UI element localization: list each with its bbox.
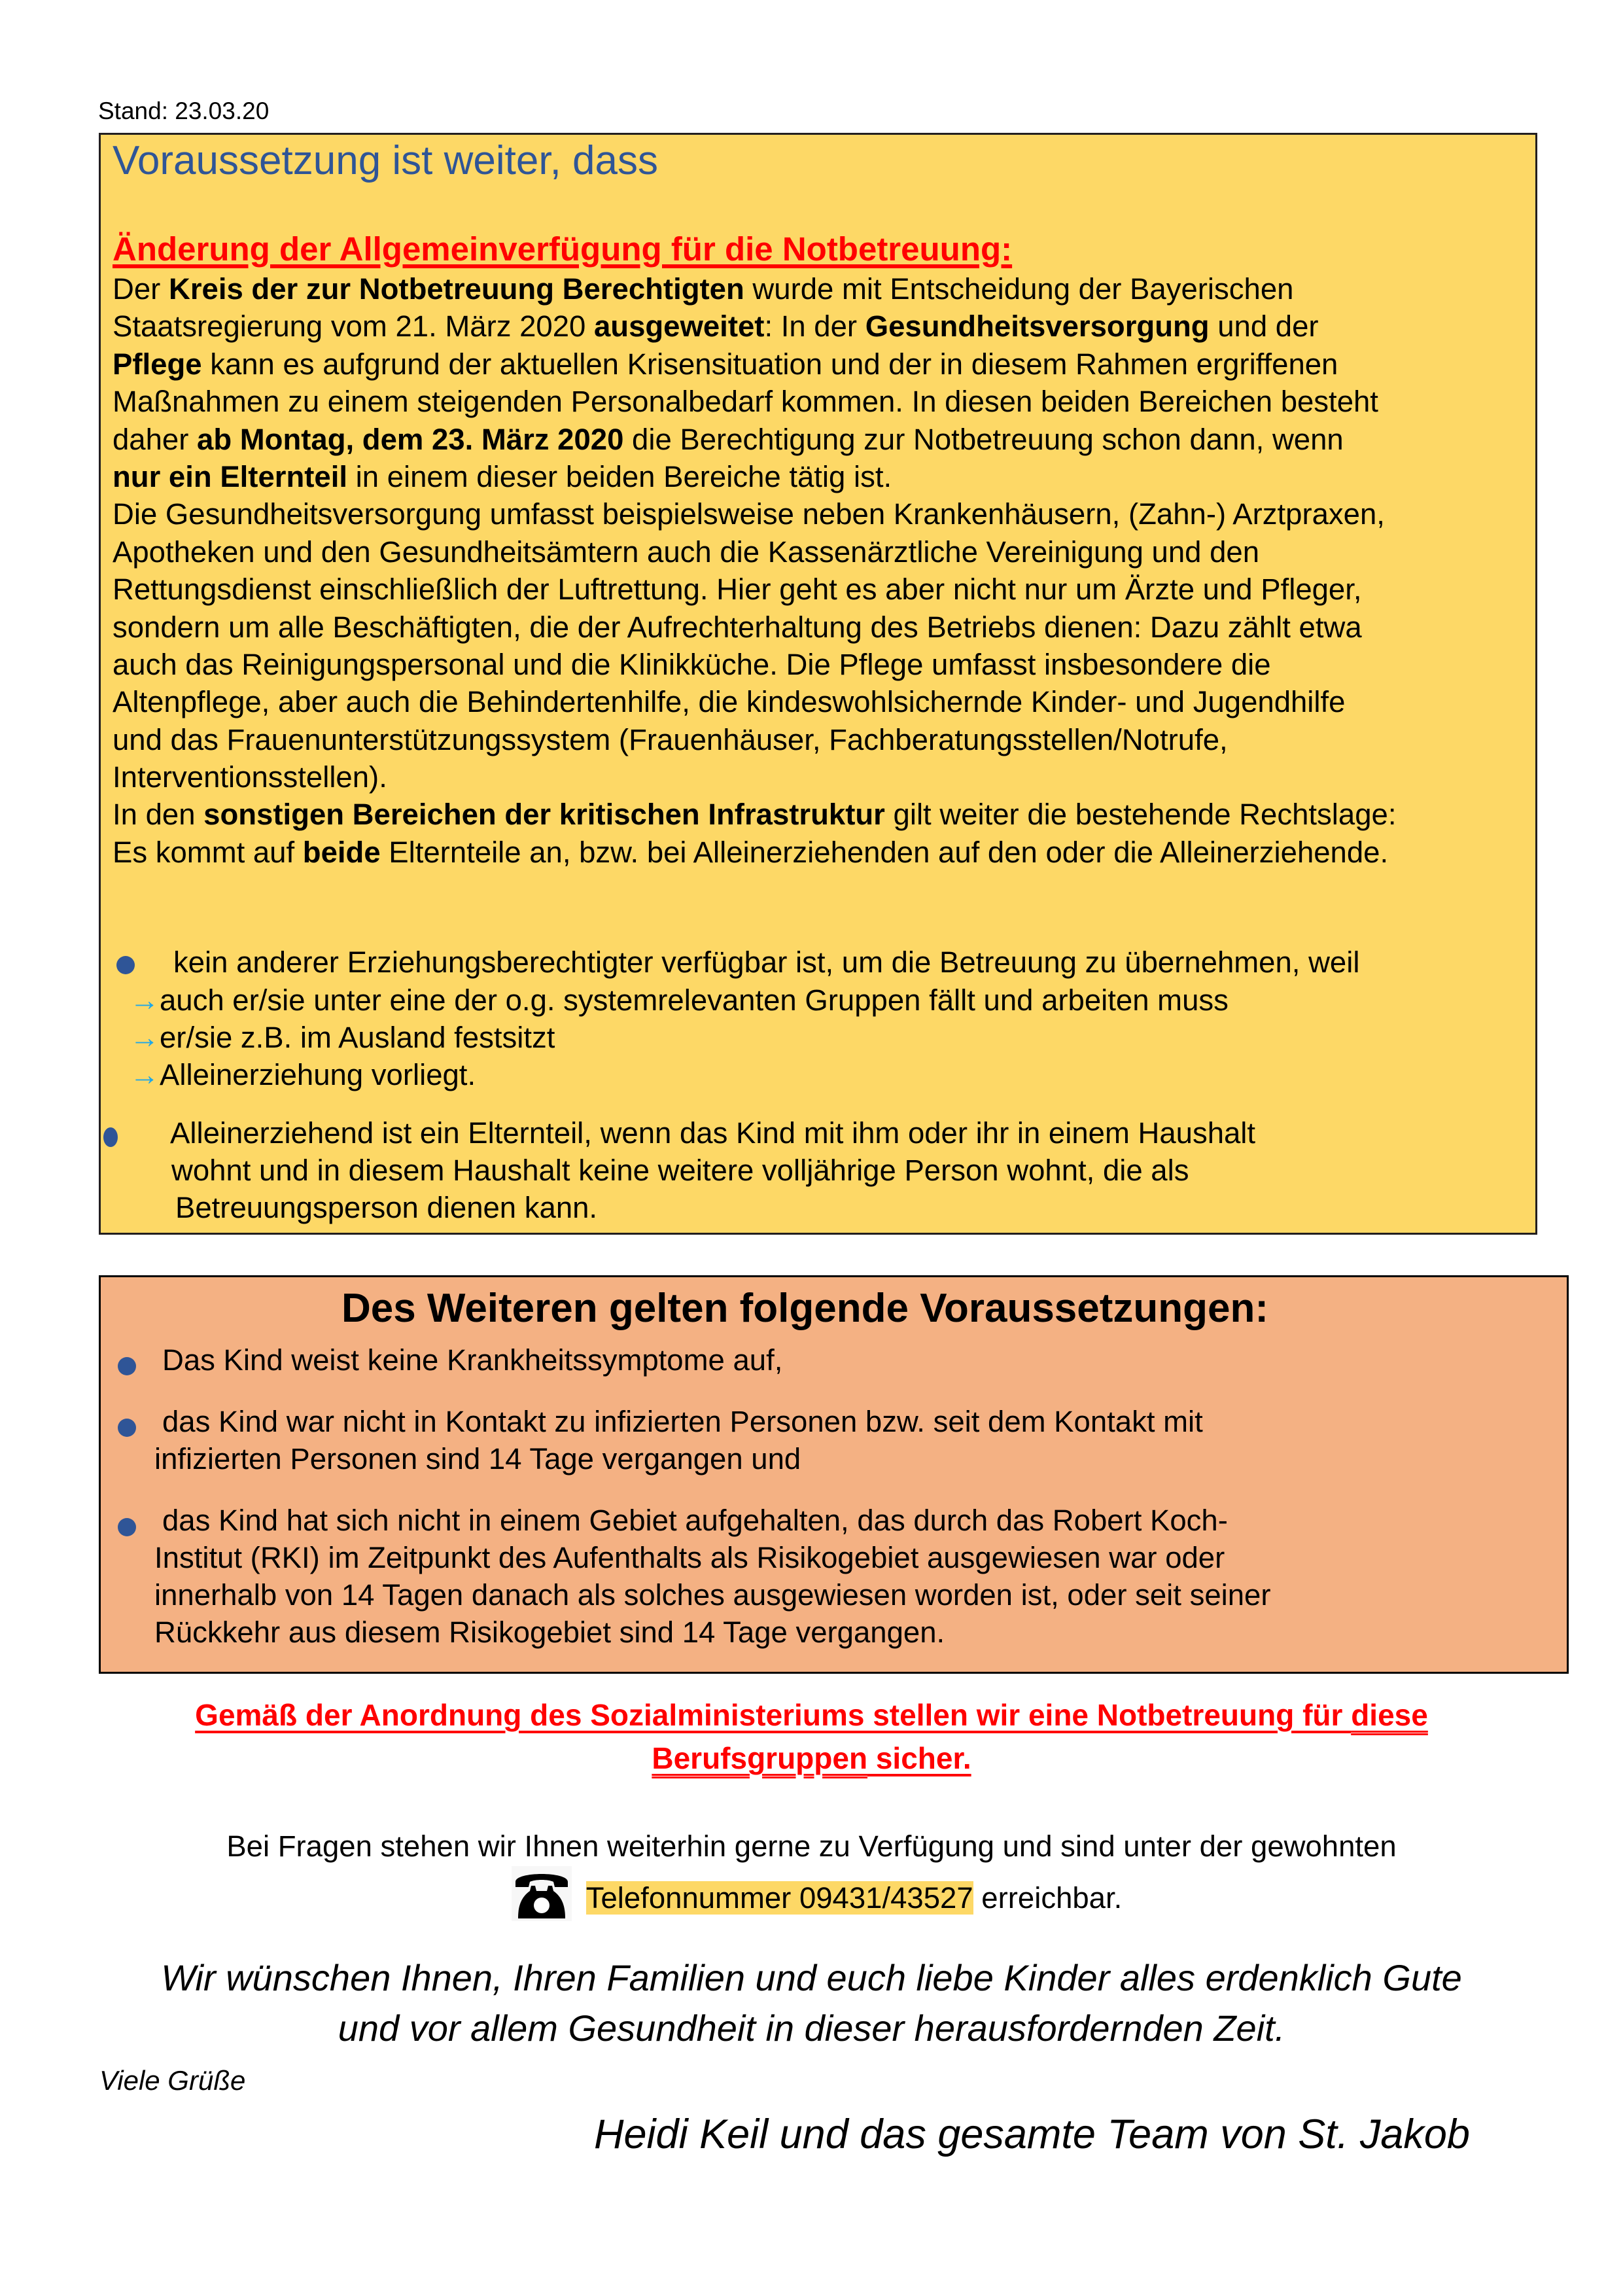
- arrow-right-icon: →: [130, 1021, 160, 1054]
- text: Es kommt auf: [113, 835, 303, 869]
- text: Maßnahmen zu einem steigenden Personalbedarf kommen. In diesen beiden Bereichen besteht: [113, 385, 1378, 419]
- text: wurde mit Entscheidung der Bayerischen: [744, 272, 1294, 306]
- paragraph-line: [113, 533, 1396, 571]
- paragraph-line: [113, 721, 1396, 758]
- bullet-item: Alleinerziehend ist ein Elternteil, wenn das Kind mit ihm oder ihr in einem Haushalt: [170, 1116, 1256, 1150]
- text: gilt weiter die bestehende Rechtslage:: [884, 798, 1397, 832]
- notice-line-2: [0, 1738, 1623, 1778]
- bullet-icon: [118, 1518, 136, 1536]
- arrow-item: [130, 981, 1229, 1019]
- arrow-item-text: er/sie z.B. im Ausland festsitzt: [160, 1021, 555, 1054]
- text: die Berechtigung zur Notbetreuung schon dann, wenn: [623, 422, 1344, 456]
- paragraph-line: [113, 571, 1396, 608]
- paragraph-line: [113, 308, 1396, 345]
- text: daher: [113, 422, 198, 456]
- paragraph-line: [113, 683, 1396, 720]
- paragraph-line: [113, 834, 1396, 871]
- paragraph-line: [113, 270, 1396, 308]
- text: in einem dieser beiden Bereiche tätig ist.: [347, 459, 892, 493]
- text: und das Frauenunterstützungssystem (Frauenhäuser, Fachberatungsstellen/Notrufe,: [113, 722, 1228, 756]
- text: kann es aufgrund der aktuellen Krisensituation und der in diesem Rahmen ergriffenen: [201, 347, 1338, 381]
- bullet-icon: [103, 1127, 118, 1147]
- eligibility-paragraph: [113, 270, 1396, 871]
- text: Interventionsstellen).: [113, 760, 387, 794]
- paragraph-line: [113, 458, 1396, 495]
- text: Apotheken und den Gesundheitsämtern auch die Kassenärztliche Vereinigung und den: [113, 535, 1259, 569]
- requirement-item: das Kind hat sich nicht in einem Gebiet aufgehalten, das durch das Robert Koch-: [162, 1504, 1228, 1537]
- text: und der: [1209, 309, 1319, 344]
- notice-text: Gemäß der Anordnung des Sozialministeriums stellen wir eine Notbetreuung für: [195, 1698, 1352, 1732]
- text: : In der: [764, 309, 865, 344]
- text: Staatsregierung vom 21. März 2020: [113, 309, 594, 344]
- notice-line-1: [0, 1695, 1623, 1735]
- bold-text: sonstigen Bereichen der kritischen Infrastruktur: [203, 798, 885, 832]
- requirements-title-text: Des Weiteren gelten folgende Voraussetzungen:: [341, 1286, 1269, 1331]
- phone-number[interactable]: Telefonnummer 09431/43527: [585, 1881, 973, 1915]
- box-title: Voraussetzung ist weiter, dass: [113, 138, 659, 183]
- paragraph-line: [113, 796, 1396, 833]
- bold-text: Pflege: [113, 347, 202, 381]
- arrow-right-icon: →: [130, 1058, 160, 1091]
- arrow-item: [130, 1056, 476, 1093]
- notice-text-emphasis: Berufsgruppen: [652, 1741, 868, 1775]
- phone-suffix: erreichbar.: [973, 1881, 1123, 1915]
- text: Der: [113, 272, 169, 306]
- notice-text-emphasis: diese: [1351, 1698, 1428, 1732]
- bold-text: ausgeweitet: [593, 309, 765, 344]
- requirement-item-continued: innerhalb von 14 Tagen danach als solches ausgewiesen worden ist, oder seit seiner: [154, 1578, 1271, 1612]
- text: Die Gesundheitsversorgung umfasst beispielsweise neben Krankenhäusern, (Zahn-) Arztpraxen,: [113, 497, 1385, 531]
- text: sondern um alle Beschäftigten, die der Aufrechterhaltung des Betriebs dienen: Dazu zählt etwa: [113, 610, 1362, 644]
- requirement-item-continued: Rückkehr aus diesem Risikogebiet sind 14 Tage vergangen.: [154, 1616, 945, 1649]
- bullet-icon: [116, 956, 135, 974]
- bullet-icon: [118, 1419, 136, 1437]
- paragraph-line: [113, 758, 1396, 796]
- notice-text: sicher.: [867, 1741, 971, 1775]
- bold-text: Kreis der zur Notbetreuung Berechtigten: [168, 272, 744, 306]
- text: Altenpflege, aber auch die Behindertenhilfe, die kindeswohlsichernde Kinder- und Jugendhilfe: [113, 685, 1346, 719]
- paragraph-line: [113, 421, 1396, 458]
- change-heading: Änderung der Allgemeinverfügung für die Notbetreuung:: [113, 230, 1013, 268]
- paragraph-line: [113, 646, 1396, 683]
- wish-line-1: Wir wünschen Ihnen, Ihren Familien und euch liebe Kinder alles erdenklich Gute: [161, 1957, 1462, 1998]
- requirement-item-continued: Institut (RKI) im Zeitpunkt des Aufenthalts als Risikogebiet ausgewiesen war oder: [154, 1541, 1225, 1574]
- requirements-title: [0, 1282, 1623, 1335]
- paragraph-line: [113, 495, 1396, 533]
- bullet-icon: [118, 1357, 136, 1375]
- text: Elternteile an, bzw. bei Alleinerziehenden auf den oder die Alleinerziehende.: [380, 835, 1389, 869]
- requirement-item-continued: infizierten Personen sind 14 Tage vergangen und: [154, 1442, 801, 1475]
- phone-line: [0, 1866, 1623, 1921]
- requirement-item: Das Kind weist keine Krankheitssymptome auf,: [162, 1343, 783, 1377]
- arrow-item-text: Alleinerziehung vorliegt.: [160, 1058, 476, 1091]
- arrow-item: [130, 1019, 555, 1056]
- telephone-icon: [512, 1866, 572, 1921]
- bold-text: beide: [302, 835, 381, 869]
- bold-text: ab Montag, dem 23. März 2020: [197, 422, 624, 456]
- bullet-item-continued: wohnt und in diesem Haushalt keine weitere volljährige Person wohnt, die als: [171, 1154, 1189, 1187]
- paragraph-line: [113, 609, 1396, 646]
- arrow-right-icon: →: [130, 983, 160, 1017]
- paragraph-line: [113, 345, 1396, 383]
- bold-text: nur ein Elternteil: [113, 459, 348, 493]
- text: In den: [113, 798, 204, 832]
- bold-text: Gesundheitsversorgung: [865, 309, 1210, 344]
- text: auch das Reinigungspersonal und die Klinikküche. Die Pflege umfasst insbesondere die: [113, 647, 1271, 681]
- stand-date: Stand: 23.03.20: [98, 97, 270, 124]
- bullet-item-continued: Betreuungsperson dienen kann.: [175, 1191, 598, 1224]
- signature: Heidi Keil und das gesamte Team von St. Jakob: [594, 2111, 1470, 2157]
- paragraph-line: [113, 383, 1396, 420]
- requirement-item: das Kind war nicht in Kontakt zu infizierten Personen bzw. seit dem Kontakt mit: [162, 1405, 1203, 1438]
- arrow-item-text: auch er/sie unter eine der o.g. systemrelevanten Gruppen fällt und arbeiten muss: [160, 983, 1229, 1017]
- bullet-item: kein anderer Erziehungsberechtigter verfügbar ist, um die Betreuung zu übernehmen, weil: [173, 945, 1360, 979]
- text: Rettungsdienst einschließlich der Luftrettung. Hier geht es aber nicht nur um Ärzte und Pfleger,: [113, 573, 1362, 607]
- wish-line-2: und vor allem Gesundheit in dieser herausfordernden Zeit.: [338, 2007, 1285, 2049]
- greeting: Viele Grüße: [99, 2065, 246, 2096]
- contact-line: Bei Fragen stehen wir Ihnen weiterhin gerne zu Verfügung und sind unter der gewohnten: [226, 1829, 1397, 1863]
